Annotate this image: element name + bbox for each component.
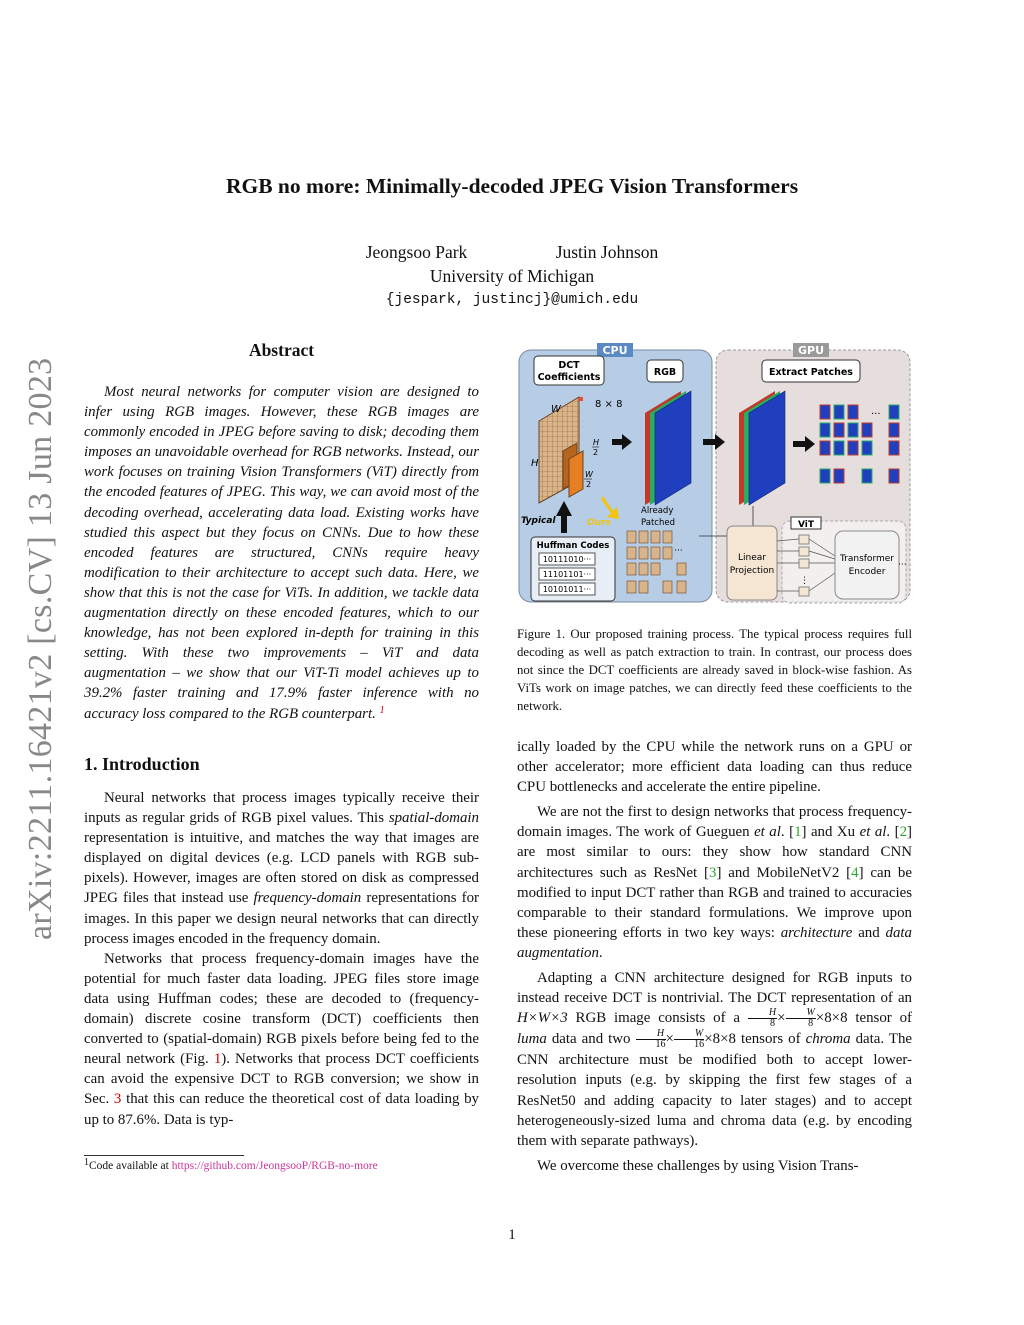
author-emails: {jespark, justincj}@umich.edu	[385, 292, 639, 308]
footnote: 1Code available at https://github.com/JeongsooP/RGB-no-more	[84, 1157, 378, 1172]
transformer-encoder-label: Transformer	[839, 554, 895, 564]
h-half-label: H	[593, 438, 600, 447]
vit-label: ViT	[797, 520, 815, 530]
figure-1	[517, 341, 912, 606]
gpu-label: GPU	[797, 344, 825, 357]
typical-label: Typical	[521, 516, 556, 526]
huffman-code: 10111010···	[542, 555, 592, 564]
section-heading: 1. Introduction	[84, 754, 200, 774]
svg-text:⋮: ⋮	[800, 576, 809, 586]
ellipsis: ···	[871, 409, 881, 420]
abstract-text	[84, 382, 479, 724]
section-ref-link[interactable]: 3	[113, 1091, 122, 1108]
code-link[interactable]: https://github.com/JeongsooP/RGB-no-more	[171, 1160, 378, 1172]
math-fraction: $\frac{H}{8}$	[748, 1008, 777, 1029]
citation-link[interactable]: 2	[899, 824, 908, 841]
already-patched-label: Patched	[641, 518, 675, 528]
rgb-label: RGB	[653, 367, 677, 378]
paragraph: Adapting a CNN architecture designed for RGB inputs to instead receive DCT is nontrivial. The DCT representation of an H×W×3 RGB image consists of a $\frac{H}{8}$ × $\frac{W}{8}$ ×8×8 tensor of luma data and two $\frac{H}{16}$ × $\frac{W}{16}$ ×8×8 tensors of chroma data. The CNN architecture must be modified both to accept lower-resolution inputs (e.g. by skipping the first few stages of a ResNet50 and adding capacity to later stages) and to accept heterogeneously-sized luma and chroma data (e.g. by encoding them with separate pathways).	[517, 970, 913, 1149]
paper-title: RGB no more: Minimally-decoded JPEG Vision Transformers	[225, 174, 799, 198]
math-fraction: $\frac{W}{16}$	[674, 1029, 704, 1050]
extract-patches-label: Extract Patches	[769, 367, 853, 378]
math-fraction: $\frac{H}{16}$	[636, 1029, 666, 1050]
huffman-code: 10101011···	[542, 585, 592, 594]
linear-projection-label: Projection	[729, 566, 775, 576]
huffman-code: 11101101···	[542, 570, 592, 579]
affiliation: University of Michigan	[429, 266, 595, 286]
abstract-body: Most neural networks for computer vision are designed to infer using RGB images. However, these RGB images are commonly encoded in JPEG before saving to disk; decoding them imposes an unavoidable overhead for RGB networks. Instead, our work focuses on training Vision Transformers (ViT) directly from the encoded features of JPEG. This way, we can avoid most of the decoding overhead, accelerating data load. Existing works have studied this aspect but they focus on CNNs. Due to how these encoded features are structured, CNNs require heavy modification to their architecture to accept such data. Here, we show that this is not the case for ViTs. In addition, we tackle data augmentation directly on these encoded features, which to our knowledge, has not been explored in-depth for training in this setting. With these two improvements – ViT and data augmentation – we show that our ViT-Ti model achieves up to 39.2% faster training and 17.9% faster inference with no accuracy loss compared to the RGB counterpart.	[84, 384, 479, 722]
paragraph: We overcome these challenges by using Vision Trans-	[537, 1157, 859, 1174]
intro-text	[84, 788, 479, 1130]
figure-ref-link[interactable]: 1	[213, 1051, 222, 1068]
math-fraction: $\frac{W}{8}$	[786, 1008, 816, 1029]
page-number: 1	[508, 1227, 516, 1243]
block-size-label: 8 × 8	[595, 399, 623, 410]
paragraph: Neural networks that process images typically receive their inputs as regular grids of RGB pixel values. This spatial-domain representation is intuitive, and matches the way that images are displayed on digital devices (e.g. LCD panels with RGB sub-pixels). However, images are often stored on disk as compressed JPEG files that instead use frequency-domain representations for images. In this paper we design neural networks that can directly process images encoded in the frequency domain.	[84, 790, 479, 947]
cpu-label: CPU	[602, 344, 628, 357]
paragraph: We are not the first to design networks that process frequency-domain images. The work of Gueguen et al. [1] and Xu et al. [2] are most similar to ours: they show how standard CNN architectures such as ResNet [3] and MobileNetV2 [4] can be modified to input DCT rather than RGB and trained to accuracies comparable to their standard formulations. We improve upon these pioneering efforts in two key ways: architecture and data augmentation.	[517, 804, 913, 961]
citation-link[interactable]: 3	[708, 864, 717, 881]
abstract-heading: Abstract	[248, 340, 315, 360]
ellipsis: ···	[898, 560, 907, 570]
figure-caption: Figure 1. Our proposed training process. The typical process requires full decoding as well as patch extraction to train. In contrast, our process does not since the DCT coefficients are already saved in block-wise fashion. As ViTs work on image patches, we can directly feed these coefficients to the network.	[517, 627, 912, 713]
w-half-den: 2	[586, 480, 592, 489]
ours-label: Ours	[587, 518, 611, 528]
paragraph: ically loaded by the CPU while the network runs on a GPU or other accelerator; more efficient data loading can thus reduce CPU bottlenecks and accelerate the entire pipeline.	[517, 739, 912, 796]
arxiv-stamp: arXiv:2211.16421v2 [cs.CV] 13 Jun 2023	[22, 357, 59, 940]
transformer-encoder-label: Encoder	[848, 567, 886, 577]
author-name: Justin Johnson	[555, 242, 659, 262]
citation-link[interactable]: 1	[794, 824, 802, 841]
footnote-marker[interactable]: 1	[379, 704, 385, 716]
h-label: H	[531, 458, 539, 469]
author-block	[0, 240, 1024, 312]
dct-label: Coefficients	[537, 372, 601, 383]
w-label: W	[551, 404, 561, 415]
already-patched-label: Already	[641, 506, 674, 516]
right-column-text	[517, 737, 912, 1176]
author-name: Jeongsoo Park	[365, 242, 468, 262]
huffman-label: Huffman Codes	[536, 541, 610, 551]
dct-label: DCT	[558, 360, 580, 371]
paragraph: Networks that process frequency-domain images have the potential for much faster data loading. JPEG files store image data using Huffman codes; these are decoded to (frequency-domain) discrete cosine transform (DCT) coefficients then converted to (spatial-domain) RGB pixels before being fed to the neural network (Fig. 1). Networks that process DCT coefficients can avoid the expensive DCT to RGB conversion; we show in Sec. 3 that this can reduce the theoretical cost of data loading by up to 87.6%. Data is typ-	[84, 950, 479, 1128]
h-half-den: 2	[593, 448, 599, 457]
linear-projection-label: Linear	[738, 553, 766, 563]
footnote-divider	[84, 1155, 244, 1156]
w-half-label: W	[585, 470, 593, 479]
citation-link[interactable]: 4	[851, 864, 859, 881]
token-stack-icon	[799, 535, 809, 596]
ellipsis: ···	[674, 546, 683, 556]
